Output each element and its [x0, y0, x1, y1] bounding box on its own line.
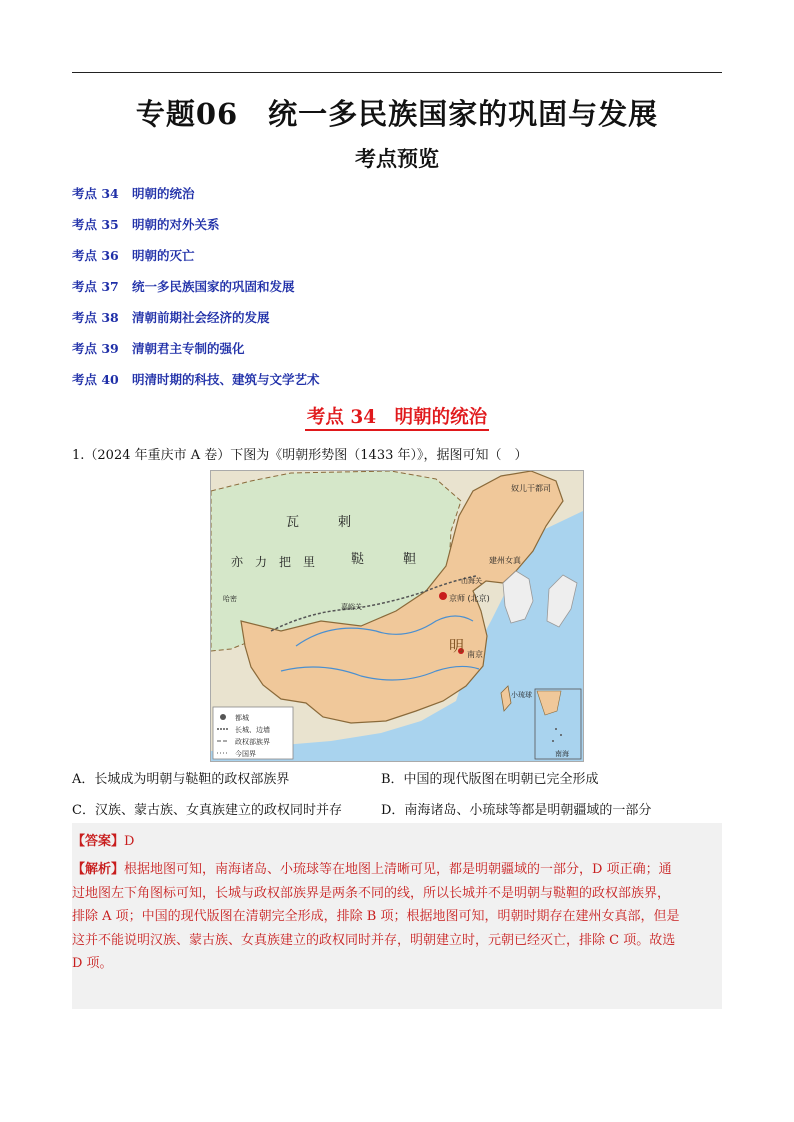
toc-item[interactable]: 考点 34 明朝的统治 [72, 186, 195, 201]
explanation: 【解析】根据地图可知，南海诸岛、小琉球等在地图上清晰可见，都是明朝疆域的一部分，D 项正确；通 过地图左下角图标可知，长城与政权部族界是两条不同的线，所以长城并不是明朝与鞑靼的政权部族界， 排除 A 项；中国的现代版图在清朝完全形成，排除 B 项；根据地图可知，明朝时期存在建州女真部，但是 这并不能说明汉族、蒙古族、女真族建立的政权同时并存，明朝建立时，元朝已经灭亡，排除 C 项。故选 D 项。 [72, 862, 680, 972]
svg-text:政权部族界: 政权部族界 [235, 738, 270, 746]
svg-text:今国界: 今国界 [235, 750, 256, 758]
map-label-tatar: 鞑 靼 [351, 552, 417, 567]
map-south-sea-inset [535, 689, 581, 759]
option-c[interactable]: C．汉族、蒙古族、女真族建立的政权同时并存 [72, 803, 342, 818]
map-label-beijing: 京师 (北京) [449, 594, 490, 603]
legend-capital-icon [220, 714, 226, 720]
map-capital-beijing [439, 592, 447, 600]
page-subtitle: 考点预览 [355, 146, 439, 171]
toc-item[interactable]: 考点 37 统一多民族国家的巩固和发展 [72, 279, 295, 294]
section-heading: 考点 34 明朝的统治 [0, 403, 794, 429]
answer-value: D [124, 834, 135, 849]
option-d[interactable]: D．南海诸岛、小琉球等都是明朝疆域的一部分 [381, 803, 652, 818]
map-label-xiaoliuqiu: 小琉球 [511, 691, 532, 699]
toc-item[interactable]: 考点 35 明朝的对外关系 [72, 217, 220, 232]
toc-item[interactable]: 考点 38 清朝前期社会经济的发展 [72, 310, 270, 325]
toc-item[interactable]: 考点 40 明清时期的科技、建筑与文学艺术 [72, 372, 320, 387]
map-label-hami: 哈密 [223, 595, 237, 603]
header-rule [72, 72, 722, 73]
toc-item[interactable]: 考点 39 清朝君主专制的强化 [72, 341, 245, 356]
page-title: 专题06 统一多民族国家的巩固与发展 [135, 97, 659, 131]
map-label-jianzhou: 建州女真 [489, 556, 521, 565]
map-label-nuergan: 奴儿干都司 [511, 484, 551, 493]
svg-text:都城: 都城 [235, 714, 249, 722]
map-label-yilibali: 亦 力 把 里 [231, 555, 316, 569]
map-label-shanhaiguan: 山海关 [461, 577, 482, 585]
toc-item[interactable]: 考点 36 明朝的灭亡 [72, 248, 195, 263]
answer-line: 【答案】D [72, 834, 135, 849]
option-b[interactable]: B．中国的现代版图在明朝已完全形成 [381, 772, 599, 787]
question-stem: 1.（2024 年重庆市 A 卷）下图为《明朝形势图（1433 年）》，据图可知（ ） [72, 448, 528, 463]
svg-text:长城、边墙: 长城、边墙 [235, 726, 270, 734]
map-label-ming: 明 [449, 637, 465, 655]
option-a[interactable]: A．长城成为明朝与鞑靼的政权部族界 [72, 772, 290, 787]
toc-list [72, 184, 320, 401]
svg-text:南海: 南海 [555, 750, 569, 758]
ming-map-figure [210, 470, 584, 762]
map-label-jiayuguan: 嘉峪关 [341, 603, 362, 611]
map-label-wala: 瓦 剌 [286, 515, 352, 530]
map-legend [213, 707, 293, 759]
map-label-nanjing: 南京 [467, 650, 483, 659]
